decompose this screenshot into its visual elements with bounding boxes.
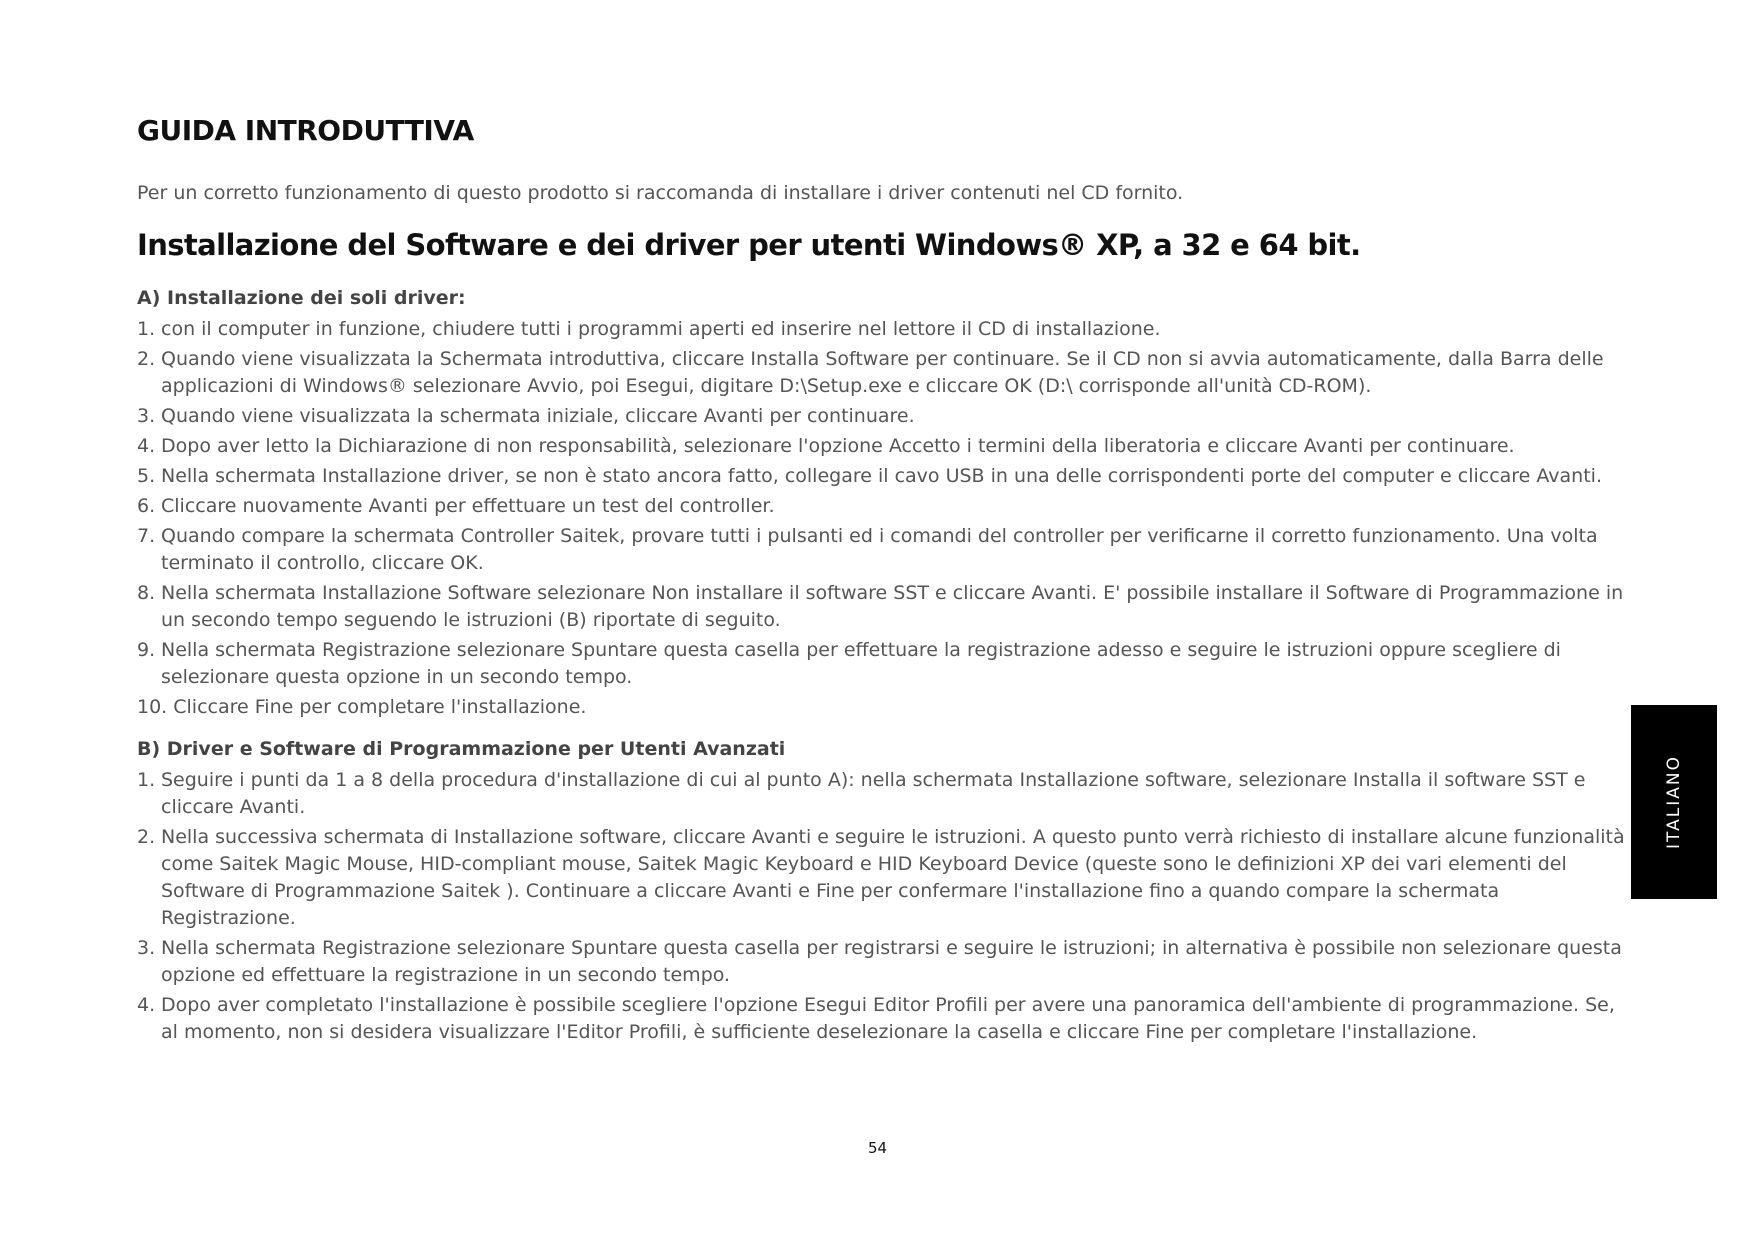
section-a bbox=[137, 285, 1625, 721]
section-a-title: A) Installazione dei soli driver: bbox=[137, 287, 466, 309]
step-number: 4. bbox=[137, 435, 156, 457]
step-text: Nella successiva schermata di Installazione software, cliccare Avanti e seguire le istruzioni. A questo punto verrà richiesto di installare alcune funzionalità come Saitek Magic Mouse, HID-compliant mouse, Saitek Magic Keyboard e HID Keyboard Device (queste sono le definizioni XP dei vari elementi del Software di Programmazione Saitek ). Continuare a cliccare Avanti e Fine per confermare l'installazione fino a quando compare la schermata Registrazione. bbox=[161, 826, 1625, 929]
step-text: Nella schermata Registrazione selezionare Spuntare questa casella per registrarsi e seguire le istruzioni; in alternativa è possibile non selezionare questa opzione ed effettuare la registrazione in un secondo tempo. bbox=[161, 937, 1622, 986]
list-item bbox=[137, 694, 1625, 721]
page-title: GUIDA INTRODUTTIVA bbox=[137, 114, 474, 147]
step-text: Quando compare la schermata Controller Saitek, provare tutti i pulsanti ed i comandi del controller per verificarne il corretto funzionamento. Una volta terminato il controllo, cliccare OK. bbox=[161, 525, 1598, 574]
list-item bbox=[137, 824, 1625, 932]
step-number: 6. bbox=[137, 495, 156, 517]
intro-text: Per un corretto funzionamento di questo prodotto si raccomanda di installare i driver contenuti nel CD fornito. bbox=[137, 182, 1184, 204]
list-item bbox=[137, 433, 1625, 460]
step-text: con il computer in funzione, chiudere tutti i programmi aperti ed inserire nel lettore il CD di installazione. bbox=[161, 318, 1161, 340]
list-item bbox=[137, 493, 1625, 520]
step-number: 4. bbox=[137, 994, 156, 1016]
step-text: Nella schermata Installazione driver, se non è stato ancora fatto, collegare il cavo USB in una delle corrispondenti porte del computer e cliccare Avanti. bbox=[161, 465, 1602, 487]
section-b bbox=[137, 736, 1625, 1046]
step-text: Quando viene visualizzata la schermata iniziale, cliccare Avanti per continuare. bbox=[161, 405, 915, 427]
list-item bbox=[137, 403, 1625, 430]
language-tab-label: ITALIANO bbox=[1664, 755, 1685, 849]
step-text: Quando viene visualizzata la Schermata introduttiva, cliccare Installa Software per continuare. Se il CD non si avvia automaticamente, dalla Barra delle applicazioni di Windows® selezionare Avvio, poi Esegui, digitare D:\Setup.exe e cliccare OK (D:\ corrisponde all'unità CD-ROM). bbox=[161, 348, 1604, 397]
step-number: 7. bbox=[137, 525, 156, 547]
step-text: Nella schermata Installazione Software selezionare Non installare il software SST e cliccare Avanti. E' possibile installare il Software di Programmazione in un secondo tempo seguendo le istruzioni (B) riportate di seguito. bbox=[161, 582, 1624, 631]
step-number: 10. bbox=[137, 696, 174, 718]
list-item bbox=[137, 580, 1625, 634]
list-item bbox=[137, 637, 1625, 691]
step-number: 3. bbox=[137, 937, 156, 959]
step-text: Cliccare nuovamente Avanti per effettuare un test del controller. bbox=[161, 495, 775, 517]
instructions-content bbox=[137, 285, 1625, 1049]
step-number: 8. bbox=[137, 582, 156, 604]
section-b-title: B) Driver e Software di Programmazione per Utenti Avanzati bbox=[137, 738, 786, 760]
section-heading: Installazione del Software e dei driver per utenti Windows® XP, a 32 e 64 bit. bbox=[137, 228, 1361, 262]
step-text: Dopo aver completato l'installazione è possibile scegliere l'opzione Esegui Editor Profili per avere una panoramica dell'ambiente di programmazione. Se, al momento, non si desidera visualizzare l'Editor Profili, è sufficiente deselezionare la casella e cliccare Fine per completare l'installazione. bbox=[161, 994, 1615, 1043]
step-text: Cliccare Fine per completare l'installazione. bbox=[173, 696, 587, 718]
step-number: 5. bbox=[137, 465, 156, 487]
step-number: 2. bbox=[137, 826, 156, 848]
list-item bbox=[137, 992, 1625, 1046]
list-item bbox=[137, 767, 1625, 821]
section-a-steps bbox=[137, 316, 1625, 721]
step-text: Seguire i punti da 1 a 8 della procedura d'installazione di cui al punto A): nella schermata Installazione software, selezionare Installa il software SST e cliccare Avanti. bbox=[161, 769, 1586, 818]
list-item bbox=[137, 463, 1625, 490]
step-number: 2. bbox=[137, 348, 156, 370]
list-item bbox=[137, 523, 1625, 577]
step-number: 1. bbox=[137, 318, 156, 340]
page-number: 54 bbox=[867, 1139, 888, 1157]
step-number: 3. bbox=[137, 405, 156, 427]
step-text: Dopo aver letto la Dichiarazione di non responsabilità, selezionare l'opzione Accetto i termini della liberatoria e cliccare Avanti per continuare. bbox=[161, 435, 1515, 457]
step-text: Nella schermata Registrazione selezionare Spuntare questa casella per effettuare la registrazione adesso e seguire le istruzioni oppure scegliere di selezionare questa opzione in un secondo tempo. bbox=[161, 639, 1561, 688]
list-item bbox=[137, 316, 1625, 343]
language-tab bbox=[1631, 705, 1717, 899]
step-number: 9. bbox=[137, 639, 156, 661]
list-item bbox=[137, 935, 1625, 989]
step-number: 1. bbox=[137, 769, 156, 791]
section-b-steps bbox=[137, 767, 1625, 1046]
list-item bbox=[137, 346, 1625, 400]
